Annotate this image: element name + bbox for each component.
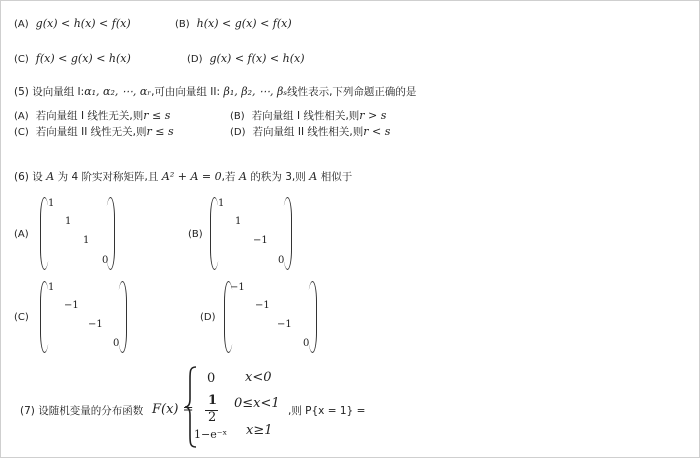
option-expression: f(x) < g(x) < h(x) <box>35 52 131 65</box>
q5-vector-set-1: α₁, α₂, ⋯, αᵣ <box>84 85 152 98</box>
q4-option-b <box>175 17 292 32</box>
option-expression: g(x) < f(x) < h(x) <box>209 52 305 65</box>
q6-stem <box>14 170 352 184</box>
q5-vector-set-2: β₁, β₂, ⋯, βₛ <box>223 85 288 98</box>
matrix-entry: −1 <box>88 319 103 330</box>
q5-stem-prefix: (5) 设向量组 I: <box>14 86 85 98</box>
matrix-entry: 1 <box>83 235 90 246</box>
q6-stem-text: 的秩为 3,则 <box>250 171 306 183</box>
matrix-entry: 0 <box>278 255 285 266</box>
q6-option-d-label: (D) <box>200 312 216 323</box>
option-condition: r ≤ s <box>146 125 174 138</box>
q6-stem-prefix: (6) 设 <box>14 171 43 183</box>
option-text: 若向量组 I 线性相关,则 <box>251 110 360 122</box>
q6-option-d-matrix <box>224 281 317 353</box>
q6-option-c-label: (C) <box>14 312 29 323</box>
option-condition: r > s <box>359 109 387 122</box>
matrix-entry: 0 <box>113 338 120 349</box>
option-text: 若向量组 II 线性相关,则 <box>252 126 364 138</box>
option-label: (C) <box>14 54 29 65</box>
matrix-entry: 0 <box>102 255 109 266</box>
option-label: (A) <box>14 111 29 122</box>
q5-stem <box>14 85 416 99</box>
matrix-entry: −1 <box>277 319 292 330</box>
q5-option-c <box>14 125 174 140</box>
option-text: 若向量组 I 线性无关,则 <box>35 110 144 122</box>
q5-option-b <box>230 109 386 124</box>
q7-case-2-numerator: 1 <box>208 393 218 408</box>
q7-case-2-condition: 0≤x<1 <box>234 396 280 411</box>
q6-option-b-matrix <box>210 197 292 270</box>
q5-stem-mid: ,可由向量组 II: <box>151 86 220 98</box>
q5-stem-suffix: 线性表示,下列命题正确的是 <box>287 86 417 98</box>
option-label: (A) <box>14 19 29 30</box>
q7-case-3-condition: x≥1 <box>246 423 273 438</box>
q6-stem-text: 相似于 <box>320 171 353 183</box>
option-label: (B) <box>175 19 190 30</box>
option-label: (D) <box>187 54 203 65</box>
q6-option-c-matrix <box>40 281 127 353</box>
option-label: (D) <box>230 127 246 138</box>
option-text: 若向量组 II 线性无关,则 <box>35 126 147 138</box>
option-condition: r ≤ s <box>143 109 171 122</box>
matrix-entry: 1 <box>218 198 225 209</box>
matrix-entry: 1 <box>48 198 55 209</box>
q5-option-a <box>14 109 170 124</box>
option-expression: h(x) < g(x) < f(x) <box>196 17 292 30</box>
matrix-entry: 1 <box>48 282 55 293</box>
matrix-entry: 1 <box>235 216 242 227</box>
q6-matrix-symbol: A <box>309 170 318 183</box>
q6-option-a-label: (A) <box>14 229 29 240</box>
matrix-entry: −1 <box>255 300 270 311</box>
matrix-entry: −1 <box>64 300 79 311</box>
q7-case-1-condition: x<0 <box>245 370 272 385</box>
q6-matrix-symbol: A <box>238 170 247 183</box>
q6-matrix-symbol: A <box>46 170 55 183</box>
matrix-entry: −1 <box>253 235 268 246</box>
q6-equation: A² + A = 0 <box>161 170 222 183</box>
q4-option-c <box>14 52 131 67</box>
q6-option-b-label: (B) <box>188 229 203 240</box>
q6-stem-text: ,若 <box>221 171 236 183</box>
q7-case-3-value: 1−e⁻ˣ <box>194 428 228 441</box>
q7-case-2-denominator: 2 <box>208 410 217 425</box>
q5-option-d <box>230 125 390 140</box>
matrix-entry: 1 <box>65 216 72 227</box>
q4-option-a <box>14 17 131 32</box>
option-label: (B) <box>230 111 245 122</box>
q6-option-a-matrix <box>40 197 115 270</box>
q4-option-d <box>187 52 305 67</box>
q7-case-1-value: 0 <box>207 371 216 386</box>
q7-question: ,则 P{x = 1} = <box>288 405 366 417</box>
matrix-entry: 0 <box>303 338 310 349</box>
option-condition: r < s <box>363 125 391 138</box>
q7-stem: (7) 设随机变量的分布函数 <box>20 405 144 417</box>
q7-function-name: F(x) = <box>152 402 194 417</box>
option-expression: g(x) < h(x) < f(x) <box>35 17 131 30</box>
option-label: (C) <box>14 127 29 138</box>
matrix-entry: −1 <box>230 282 245 293</box>
q6-stem-text: 为 4 阶实对称矩阵,且 <box>57 171 159 183</box>
